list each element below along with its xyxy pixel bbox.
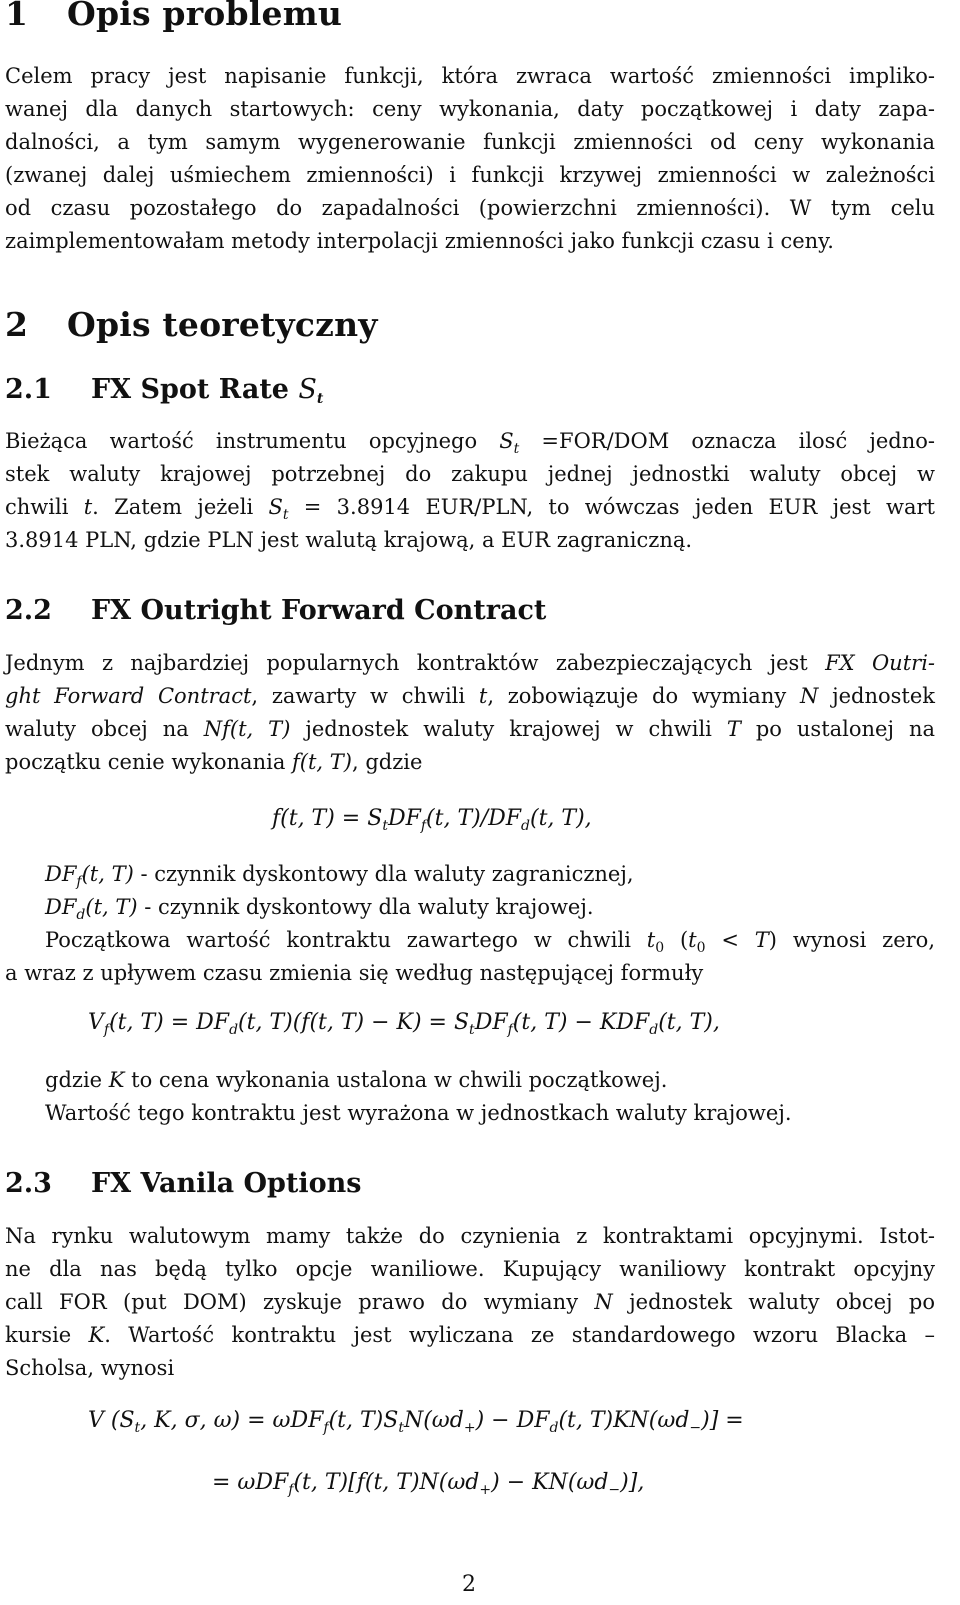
paragraph-line: Wartość tego kontraktu jest wyrażona w jednostkach waluty krajowej. — [45, 1101, 792, 1125]
equation-forward-value — [88, 1010, 720, 1038]
eq-sub: d — [229, 1022, 239, 1038]
eq-part: DF — [474, 1010, 508, 1035]
math-sub: t — [316, 391, 324, 407]
math-sub: 0 — [696, 940, 706, 956]
paragraph-line — [45, 1064, 935, 1097]
paragraph-line: od czasu pozostałego do zapadalności (powierzchni zmienności). W tym celu — [5, 196, 935, 220]
paragraph-line: Scholsa, wynosi — [5, 1356, 175, 1380]
text-run: call FOR (put DOM) zyskuje prawo do wymiany — [5, 1290, 595, 1314]
math-expr: f(t, T) — [292, 750, 352, 774]
text-run: chwili — [5, 495, 84, 519]
paragraph-line: Celem pracy jest napisanie funkcji, która zwraca wartość zmienności impliko- — [5, 64, 935, 88]
eq-sub: f — [288, 1482, 294, 1498]
eq-sub: t — [382, 818, 388, 834]
text-run: . Zatem jeżeli — [92, 495, 269, 519]
eq-sub: f — [323, 1420, 329, 1436]
eq-part: (t, T) = DF — [109, 1010, 230, 1035]
paragraph-line — [5, 680, 935, 713]
section-2-heading — [5, 305, 378, 344]
section-number: 1 — [5, 0, 29, 33]
eq-sub: f — [103, 1022, 110, 1038]
eq-sub: + — [463, 1420, 476, 1436]
math-var: N — [799, 684, 819, 708]
eq-sub: d — [549, 1420, 559, 1436]
text-run: = 3.8914 EUR/PLN, to wówczas jeden EUR jest wart — [288, 495, 935, 519]
section-title: Opis teoretyczny — [67, 305, 378, 344]
paragraph-after-forward — [45, 1064, 935, 1130]
paragraph-line — [5, 1319, 935, 1352]
text-run: , zawarty w chwili — [251, 684, 479, 708]
math-var: DF — [45, 862, 77, 886]
section-number: 2 — [5, 305, 29, 344]
text-run: - czynnik dyskontowy dla waluty krajowej. — [137, 895, 594, 919]
math-sub: t — [282, 507, 289, 523]
text-run: po ustalonej na — [740, 717, 935, 741]
paragraph-line: 3.8914 PLN, gdzie PLN jest walutą krajową, a EUR zagraniczną. — [5, 528, 693, 552]
text-run: jednostek waluty krajowej w chwili — [290, 717, 727, 741]
text-run: jednostek waluty obcej po — [612, 1290, 935, 1314]
paragraph-line — [5, 924, 935, 957]
math-var: K — [88, 1323, 105, 1347]
math-var: S — [499, 429, 514, 453]
paragraph-line: Na rynku walutowym mamy także do czynienia z kontraktami opcyjnymi. Istot- — [5, 1224, 935, 1248]
definition-line — [45, 891, 935, 924]
section-1-heading — [5, 0, 342, 33]
eq-part: (t, T)[f(t, T)N(ωd — [293, 1470, 480, 1495]
eq-part: (t, T)S — [328, 1408, 399, 1433]
eq-sub: t — [469, 1022, 475, 1038]
equation-black-scholes-2 — [212, 1470, 645, 1498]
paragraph-line — [5, 713, 935, 746]
text-run: gdzie — [45, 1068, 109, 1092]
math-var: K — [108, 1068, 125, 1092]
text-run: Jednym z najbardziej popularnych kontraktów zabezpieczających jest — [5, 651, 826, 675]
page-number: 2 — [462, 1572, 476, 1597]
paragraph-line — [5, 746, 935, 779]
eq-part: )] = — [701, 1408, 744, 1433]
eq-part: (t, T)/DF — [426, 806, 522, 831]
eq-sub: d — [521, 818, 530, 834]
eq-part: = ωDF — [212, 1470, 289, 1495]
definition-line — [45, 858, 935, 891]
paragraph-line: wanej dla danych startowych: ceny wykonania, daty początkowej i daty zapa- — [5, 97, 935, 121]
text-run: - czynnik dyskontowy dla waluty zagranicznej, — [133, 862, 634, 886]
subsection-number: 2.2 — [5, 595, 52, 626]
math-expr: Nf(t, T) — [203, 717, 291, 741]
paragraph-line: stek waluty krajowej potrzebnej do zakupu jednej jednostki waluty obcej w — [5, 462, 935, 486]
eq-sub: + — [479, 1482, 492, 1498]
paragraph-line: ne dla nas będą tylko opcje waniliowe. Kupujący waniliowy kontrakt opcyjny — [5, 1257, 935, 1281]
eq-sub: − — [608, 1482, 621, 1498]
eq-part: DF — [387, 806, 421, 831]
section-1-paragraph — [5, 60, 935, 258]
text-run: Bieżąca wartość instrumentu opcyjnego — [5, 429, 500, 453]
equation-black-scholes-1 — [88, 1408, 744, 1436]
math-sub: t — [513, 441, 520, 457]
paragraph-line — [5, 1286, 935, 1319]
math-var: t — [646, 928, 656, 952]
math-var: DF — [45, 895, 77, 919]
paragraph-line: a wraz z upływem czasu zmienia się według następującej formuły — [5, 961, 704, 985]
subsection-number: 2.1 — [5, 374, 52, 405]
section-title: Opis problemu — [67, 0, 343, 33]
math-expr: (t, T) — [85, 895, 138, 919]
eq-part: (t, T) − KDF — [512, 1010, 650, 1035]
paragraph-line — [5, 425, 935, 458]
math-expr: (t, T) — [81, 862, 134, 886]
subsection-2-2-heading — [5, 595, 546, 626]
eq-part: (t, T)(f(t, T) − K) = S — [238, 1010, 470, 1035]
eq-part: V — [88, 1010, 104, 1035]
paragraph-line — [5, 491, 935, 524]
eq-part: (t, T), — [658, 1010, 720, 1035]
subsection-title: FX Spot Rate — [91, 374, 289, 405]
eq-part: ) − DF — [475, 1408, 550, 1433]
eq-sub: t — [398, 1420, 404, 1436]
text-run: jednostek — [818, 684, 935, 708]
text-run: , gdzie — [352, 750, 423, 774]
subsection-2-1-paragraph — [5, 425, 935, 557]
text-run: Początkowa wartość kontraktu zawartego w chwili — [45, 928, 647, 952]
eq-part: V (S — [88, 1408, 135, 1433]
paragraph-line — [5, 647, 935, 680]
math-expr: < T — [705, 928, 769, 952]
text-run: . Wartość kontraktu jest wyliczana ze standardowego wzoru Blacka – — [104, 1323, 935, 1347]
math-var: t — [478, 684, 488, 708]
text-run: , zobowiązuje do wymiany — [487, 684, 800, 708]
eq-part: ) − KN(ωd — [491, 1470, 609, 1495]
paragraph-line: zaimplementowałam metody interpolacji zmienności jako funkcji czasu i ceny. — [5, 229, 834, 253]
italic-term: FX Outri- — [825, 651, 936, 675]
eq-part: (t, T), — [530, 806, 592, 831]
subsection-number: 2.3 — [5, 1168, 52, 1199]
paragraph-line: dalności, a tym samym wygenerowanie funkcji zmienności od ceny wykonania — [5, 130, 935, 154]
eq-part: (t, T)KN(ωd — [558, 1408, 690, 1433]
subsection-title: FX Vanila Options — [91, 1168, 362, 1199]
math-var: S — [268, 495, 283, 519]
subsection-2-3-heading — [5, 1168, 362, 1199]
subsection-2-3-paragraph — [5, 1220, 935, 1385]
eq-part: f(t, T) = S — [272, 806, 383, 831]
eq-sub: f — [507, 1022, 513, 1038]
math-sub: d — [76, 907, 86, 923]
math-sub: f — [76, 874, 82, 890]
text-run: początku cenie wykonania — [5, 750, 293, 774]
text-run: kursie — [5, 1323, 89, 1347]
eq-sub: f — [420, 818, 427, 834]
definitions-block — [45, 858, 935, 924]
text-run: =FOR/DOM oznacza ilosć jedno- — [519, 429, 935, 453]
eq-sub: d — [649, 1022, 659, 1038]
subsection-2-2-paragraph — [5, 647, 935, 779]
eq-sub: − — [689, 1420, 702, 1436]
math-var: t — [83, 495, 93, 519]
equation-forward-price — [272, 806, 592, 834]
text-run: ( — [664, 928, 689, 952]
text-run: to cena wykonania ustalona w chwili początkowej. — [124, 1068, 668, 1092]
subsection-2-1-heading — [5, 374, 323, 405]
text-run: waluty obcej na — [5, 717, 204, 741]
math-sub: 0 — [655, 940, 665, 956]
paragraph-initial-value — [5, 924, 935, 990]
italic-term: ght Forward Contract — [5, 684, 252, 708]
math-var: T — [726, 717, 741, 741]
subsection-title: FX Outright Forward Contract — [91, 595, 547, 626]
math-var: t — [688, 928, 697, 952]
eq-part: N(ωd — [403, 1408, 464, 1433]
eq-sub: t — [134, 1420, 141, 1436]
text-run: ) wynosi zero, — [768, 928, 935, 952]
paragraph-line: (zwanej dalej uśmiechem zmienności) i funkcji krzywej zmienności w zależności — [5, 163, 935, 187]
eq-part: , K, σ, ω) = ωDF — [140, 1408, 324, 1433]
math-var: N — [594, 1290, 613, 1314]
math-var: S — [298, 374, 317, 405]
eq-part: )], — [620, 1470, 645, 1495]
